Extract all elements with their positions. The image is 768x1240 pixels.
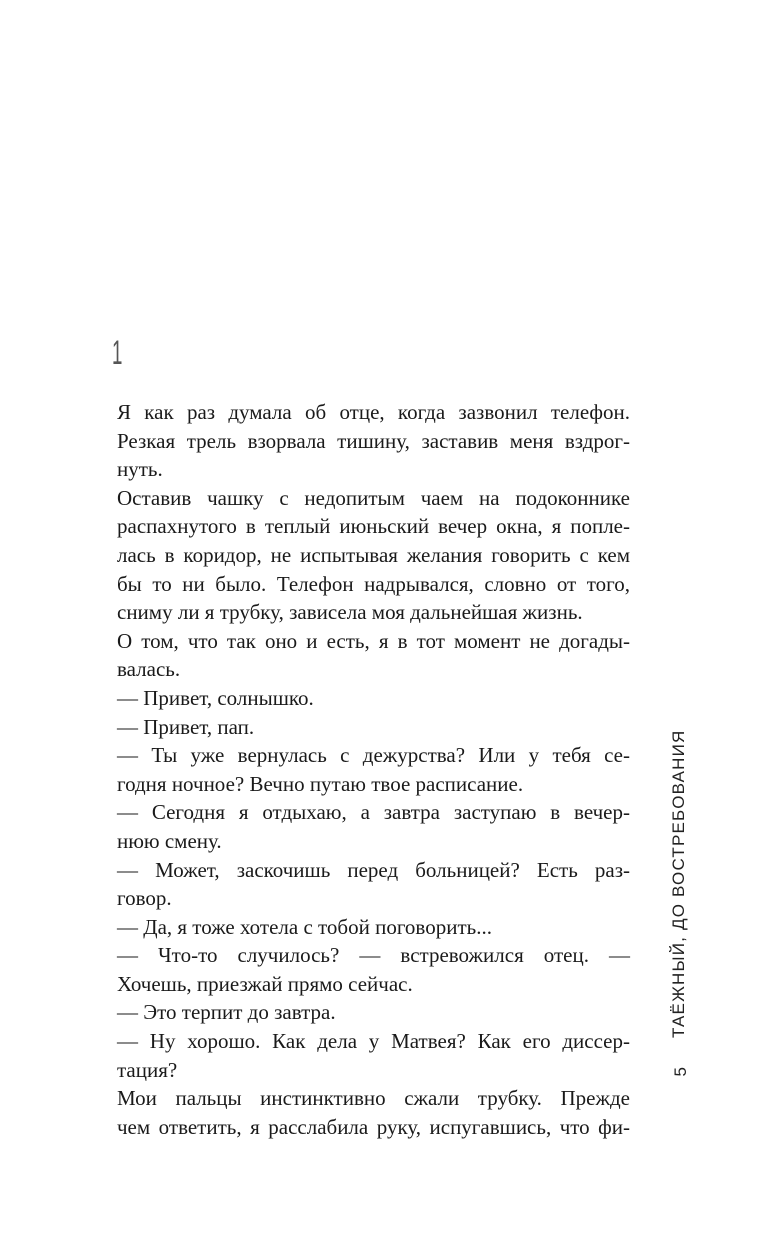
- text-line: — Ну хорошо. Как дела у Матвея? Как его диссер-: [117, 1029, 630, 1054]
- text-line: Хочешь, приезжай прямо сейчас.: [117, 971, 413, 996]
- text-line: Резкая трель взорвала тишину, заставив меня вздрог-: [117, 428, 630, 453]
- text-line: распахнутого в теплый июньский вечер окна, я поплe-: [117, 514, 630, 539]
- running-head-title: ТАЁЖНЫЙ, ДО ВОСТРЕБОВАНИЯ: [669, 729, 688, 1038]
- text-line: — Сегодня я отдыхаю, а завтра заступаю в вечер-: [117, 800, 630, 825]
- page-number: 5: [671, 1067, 690, 1077]
- running-head: [669, 729, 709, 1095]
- text-line: — Может, заскочишь перед больницей? Есть раз-: [117, 857, 630, 882]
- chapter-number: 1: [112, 334, 123, 372]
- text-line: — Что-то случилось? — встревожился отец. —: [117, 943, 630, 968]
- text-line: нуть.: [117, 457, 163, 482]
- text-line: бы то ни было. Телефон надрывался, словно от того,: [117, 571, 630, 596]
- text-line: лась в коридор, не испытывая желания говорить с кем: [117, 542, 630, 567]
- text-line: — Ты уже вернулась с дежурства? Или у тебя се-: [117, 743, 630, 768]
- text-line: — Это терпит до завтра.: [117, 1000, 336, 1025]
- text-line: нюю смену.: [117, 828, 222, 853]
- text-line: сниму ли я трубку, зависела моя дальнейшая жизнь.: [117, 600, 583, 625]
- text-line: — Привет, солнышко.: [117, 685, 314, 710]
- text-line: Мои пальцы инстинктивно сжали трубку. Прежде: [117, 1086, 630, 1111]
- text-line: Я как раз думала об отце, когда зазвонил телефон.: [117, 400, 630, 424]
- text-line: годня ночное? Вечно путаю твое расписание.: [117, 771, 524, 796]
- text-line: — Привет, пап.: [117, 714, 255, 739]
- text-line: валась.: [117, 657, 181, 682]
- text-line: чем ответить, я расслабила руку, испугавшись, что фи-: [117, 1114, 630, 1139]
- text-line: тация?: [117, 1057, 178, 1082]
- text-line: — Да, я тоже хотела с тобой поговорить...: [117, 914, 492, 939]
- text-line: говор.: [117, 886, 172, 911]
- text-line: О том, что так оно и есть, я в тот момент не догады-: [117, 628, 630, 653]
- text-line: Оставив чашку с недопитым чаем на подоконнике: [117, 485, 630, 510]
- body-text: [117, 398, 630, 1141]
